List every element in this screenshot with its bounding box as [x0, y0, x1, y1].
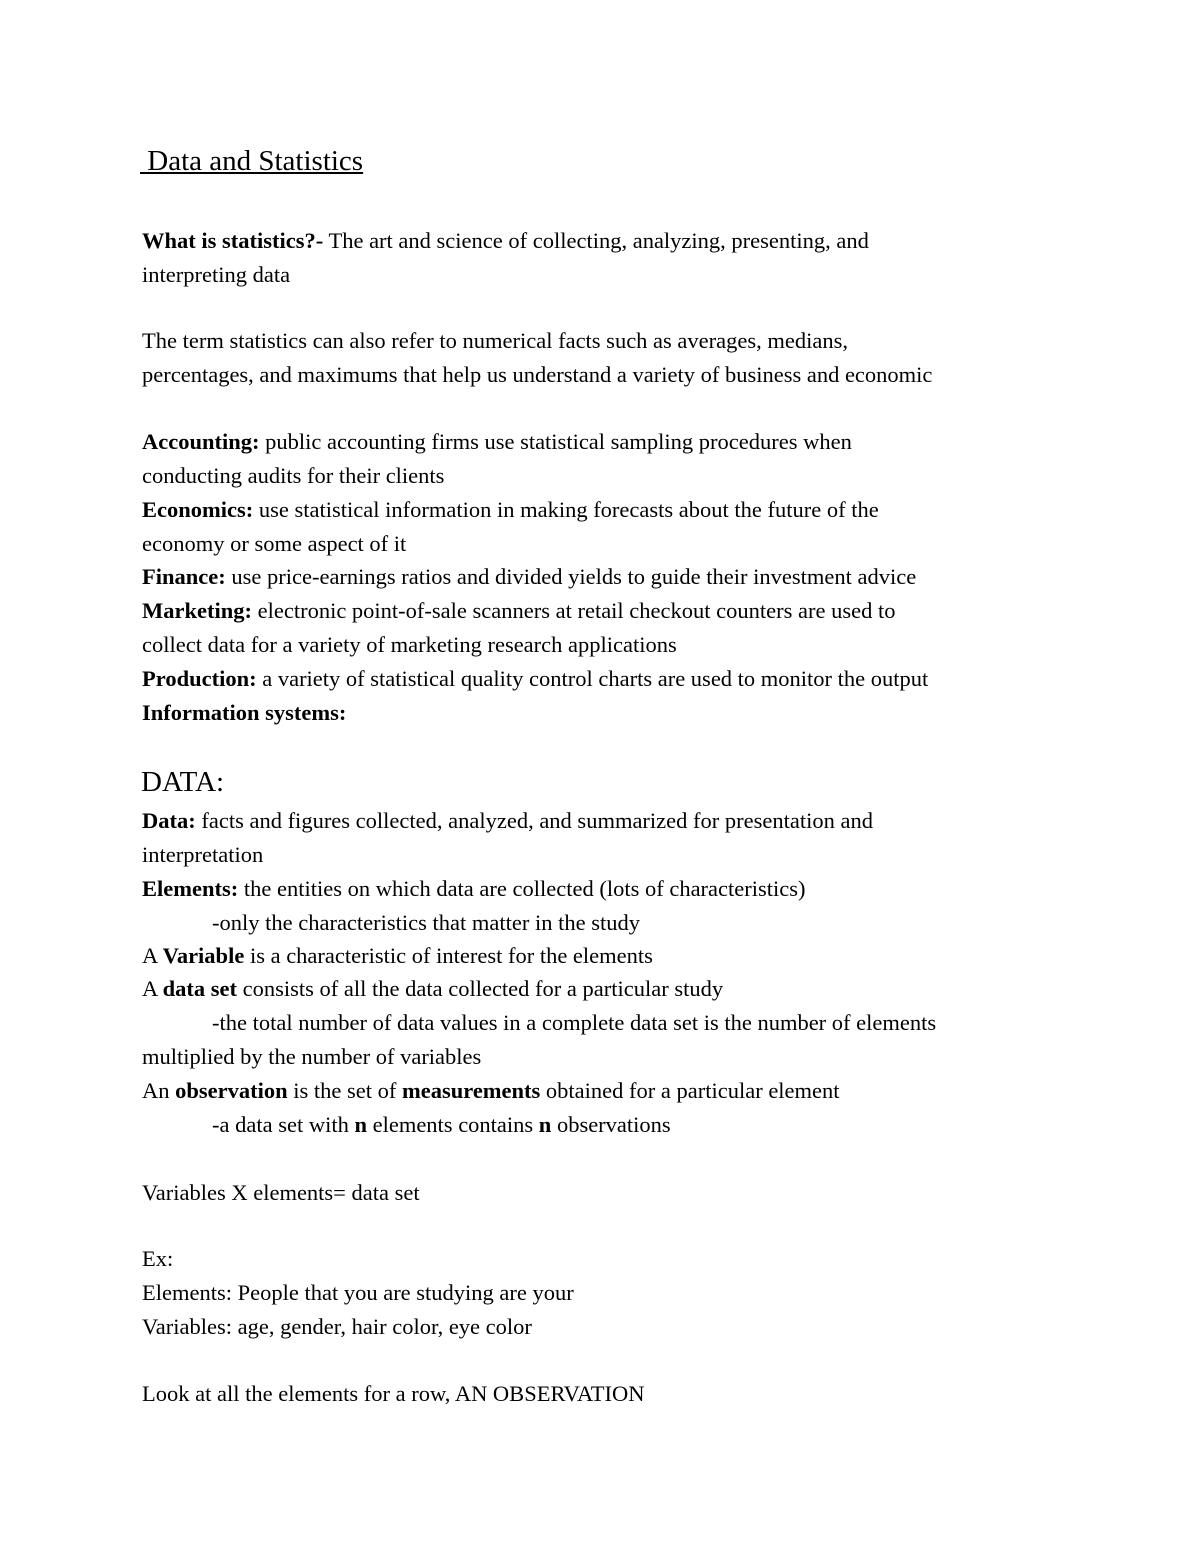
finance-text: use price-earnings ratios and divided yields to guide their investment advice: [225, 564, 917, 589]
dataset-definition: consists of all the data collected for a particular study: [237, 976, 724, 1001]
information-systems-term: Information systems:: [142, 700, 347, 725]
observation-row-note: Look at all the elements for a row, AN OBSERVATION: [142, 1381, 645, 1406]
variable-definition-line: [142, 939, 653, 973]
economics-line-2: economy or some aspect of it: [142, 531, 407, 556]
elements-definition: the entities on which data are collected (lots of characteristics): [238, 876, 806, 901]
accounting-line-2: conducting audits for their clients: [142, 463, 445, 488]
variable-prefix: A: [142, 943, 163, 968]
statistics-definition: The art and science of collecting, analyzing, presenting, and: [323, 228, 869, 253]
observation-sub-prefix: -a data set with: [212, 1112, 355, 1137]
economics-text: use statistical information in making forecasts about the future of the: [253, 497, 879, 522]
accounting-text: public accounting firms use statistical sampling procedures when: [259, 429, 852, 454]
elements-term: Elements:: [142, 876, 239, 901]
example-label: Ex:: [142, 1246, 174, 1271]
marketing-line-2: collect data for a variety of marketing research applications: [142, 632, 677, 657]
dataset-sub-note-line-1: -the total number of data values in a complete data set is the number of elements: [212, 1010, 937, 1035]
observation-sub-mid: elements contains: [366, 1112, 539, 1137]
finance-term: Finance:: [142, 564, 226, 589]
dataset-prefix: A: [142, 976, 163, 1001]
data-term: Data:: [142, 808, 196, 833]
observation-sub-suffix: observations: [551, 1112, 671, 1137]
statistics-question: What is statistics?-: [142, 228, 324, 253]
elements-sub-note: -only the characteristics that matter in the study: [212, 910, 640, 935]
observation-prefix: An: [142, 1078, 176, 1103]
information-systems-line: [142, 696, 346, 730]
data-heading: DATA:: [141, 766, 225, 798]
marketing-line-1: [142, 594, 895, 628]
accounting-line-1: [142, 425, 852, 459]
observation-definition: obtained for a particular element: [540, 1078, 840, 1103]
statistics-definition-line-2: interpreting data: [142, 262, 291, 287]
data-definition-line-2: interpretation: [142, 842, 264, 867]
elements-definition-line: [142, 872, 806, 906]
dataset-term: data set: [162, 976, 238, 1001]
observation-sub-note: [212, 1108, 671, 1142]
accounting-term: Accounting:: [142, 429, 260, 454]
variable-definition: is a characteristic of interest for the elements: [244, 943, 653, 968]
page-title: Data and Statistics: [140, 145, 364, 177]
n-symbol: n: [354, 1112, 367, 1137]
example-variables: Variables: age, gender, hair color, eye color: [142, 1314, 532, 1339]
production-term: Production:: [142, 666, 257, 691]
variable-term: Variable: [162, 943, 245, 968]
data-definition-line-1: [142, 804, 873, 838]
example-elements: Elements: People that you are studying are your: [142, 1280, 574, 1305]
production-text: a variety of statistical quality control charts are used to monitor the output: [256, 666, 929, 691]
economics-line-1: [142, 493, 879, 527]
dataset-formula: Variables X elements= data set: [142, 1180, 420, 1205]
observation-definition-line: [142, 1074, 840, 1108]
n-symbol: n: [538, 1112, 552, 1137]
marketing-term: Marketing:: [142, 598, 252, 623]
dataset-sub-note-line-2: multiplied by the number of variables: [142, 1044, 482, 1069]
production-line: [142, 662, 928, 696]
statistics-definition-line-1: [142, 224, 869, 258]
finance-line: [142, 560, 916, 594]
observation-mid: is the set of: [287, 1078, 402, 1103]
term-paragraph-line-2: percentages, and maximums that help us understand a variety of business and economic: [142, 362, 933, 387]
measurements-term: measurements: [401, 1078, 541, 1103]
term-paragraph-line-1: The term statistics can also refer to numerical facts such as averages, medians,: [142, 328, 848, 353]
dataset-definition-line: [142, 972, 723, 1006]
data-definition: facts and figures collected, analyzed, and summarized for presentation and: [195, 808, 873, 833]
economics-term: Economics:: [142, 497, 254, 522]
observation-term: observation: [175, 1078, 288, 1103]
marketing-text: electronic point-of-sale scanners at retail checkout counters are used to: [251, 598, 896, 623]
